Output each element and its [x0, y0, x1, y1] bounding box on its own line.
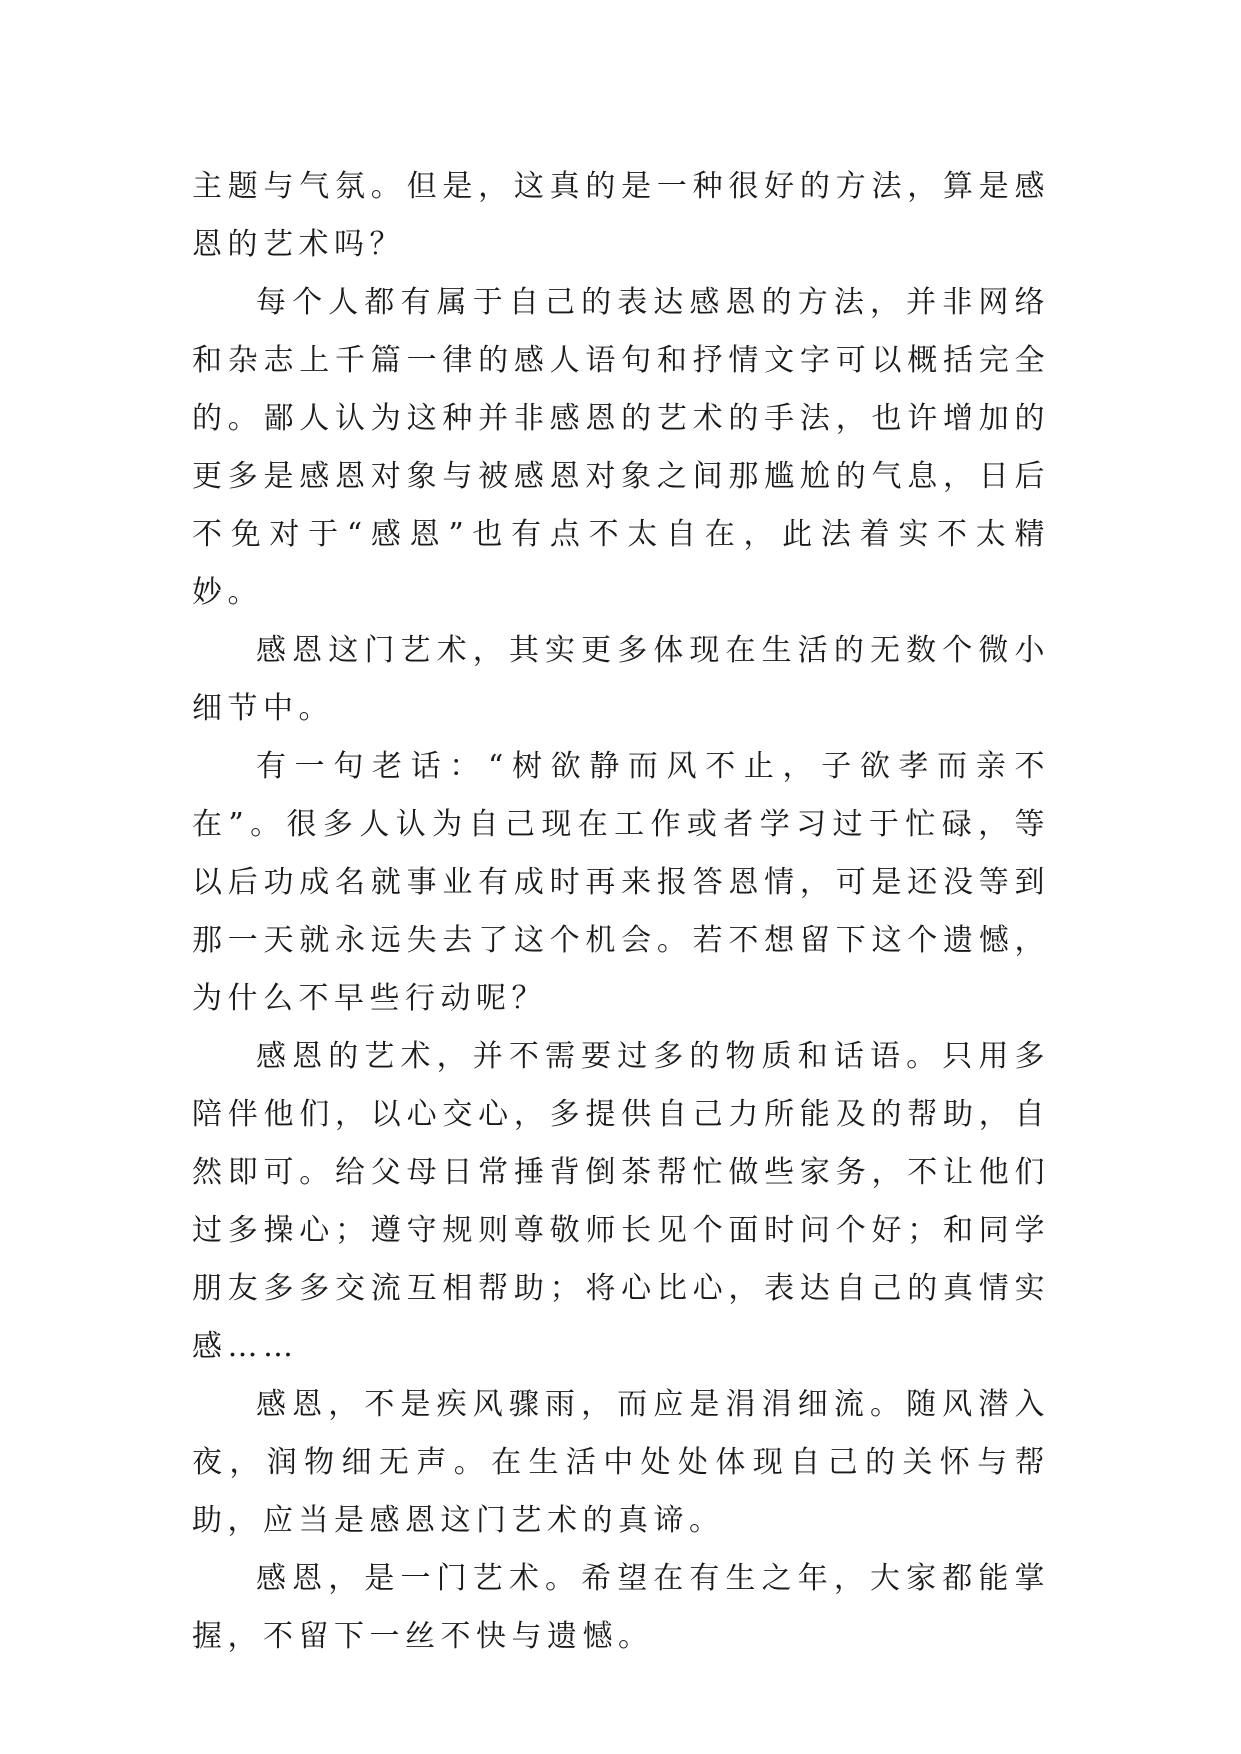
paragraph: 感恩这门艺术，其实更多体现在生活的无数个微小细节中。 — [192, 633, 1050, 726]
paragraph: 每个人都有属于自己的表达感恩的方法，并非网络和杂志上千篇一律的感人语句和抒情文字可以概括完全的。鄙人认为这种并非感恩的艺术的手法，也许增加的更多是感恩对象与被感恩对象之间那尴尬的气息，日后不免对于“感恩”也有点不太自在，此法着实不太精妙。 — [192, 285, 1050, 610]
paragraph: 感恩的艺术，并不需要过多的物质和话语。只用多陪伴他们，以心交心，多提供自己力所能及的帮助，自然即可。给父母日常捶背倒茶帮忙做些家务，不让他们过多操心；遵守规则尊敬师长见个面时问个好；和同学朋友多多交流互相帮助；将心比心，表达自己的真情实感…… — [192, 1039, 1050, 1364]
paragraph: 感恩，不是疾风骤雨，而应是涓涓细流。随风潜入夜，润物细无声。在生活中处处体现自己的关怀与帮助，应当是感恩这门艺术的真谛。 — [192, 1387, 1050, 1538]
paragraph-continuation: 主题与气氛。但是，这真的是一种很好的方法，算是感恩的艺术吗？ — [192, 169, 1050, 262]
article-body — [192, 158, 1050, 1666]
paragraph: 有一句老话：“树欲静而风不止，子欲孝而亲不在”。很多人认为自己现在工作或者学习过于忙碌，等以后功成名就事业有成时再来报答恩情，可是还没等到那一天就永远失去了这个机会。若不想留下这个遗憾，为什么不早些行动呢？ — [192, 749, 1050, 1016]
paragraph: 感恩，是一门艺术。希望在有生之年，大家都能掌握，不留下一丝不快与遗憾。 — [192, 1561, 1050, 1654]
